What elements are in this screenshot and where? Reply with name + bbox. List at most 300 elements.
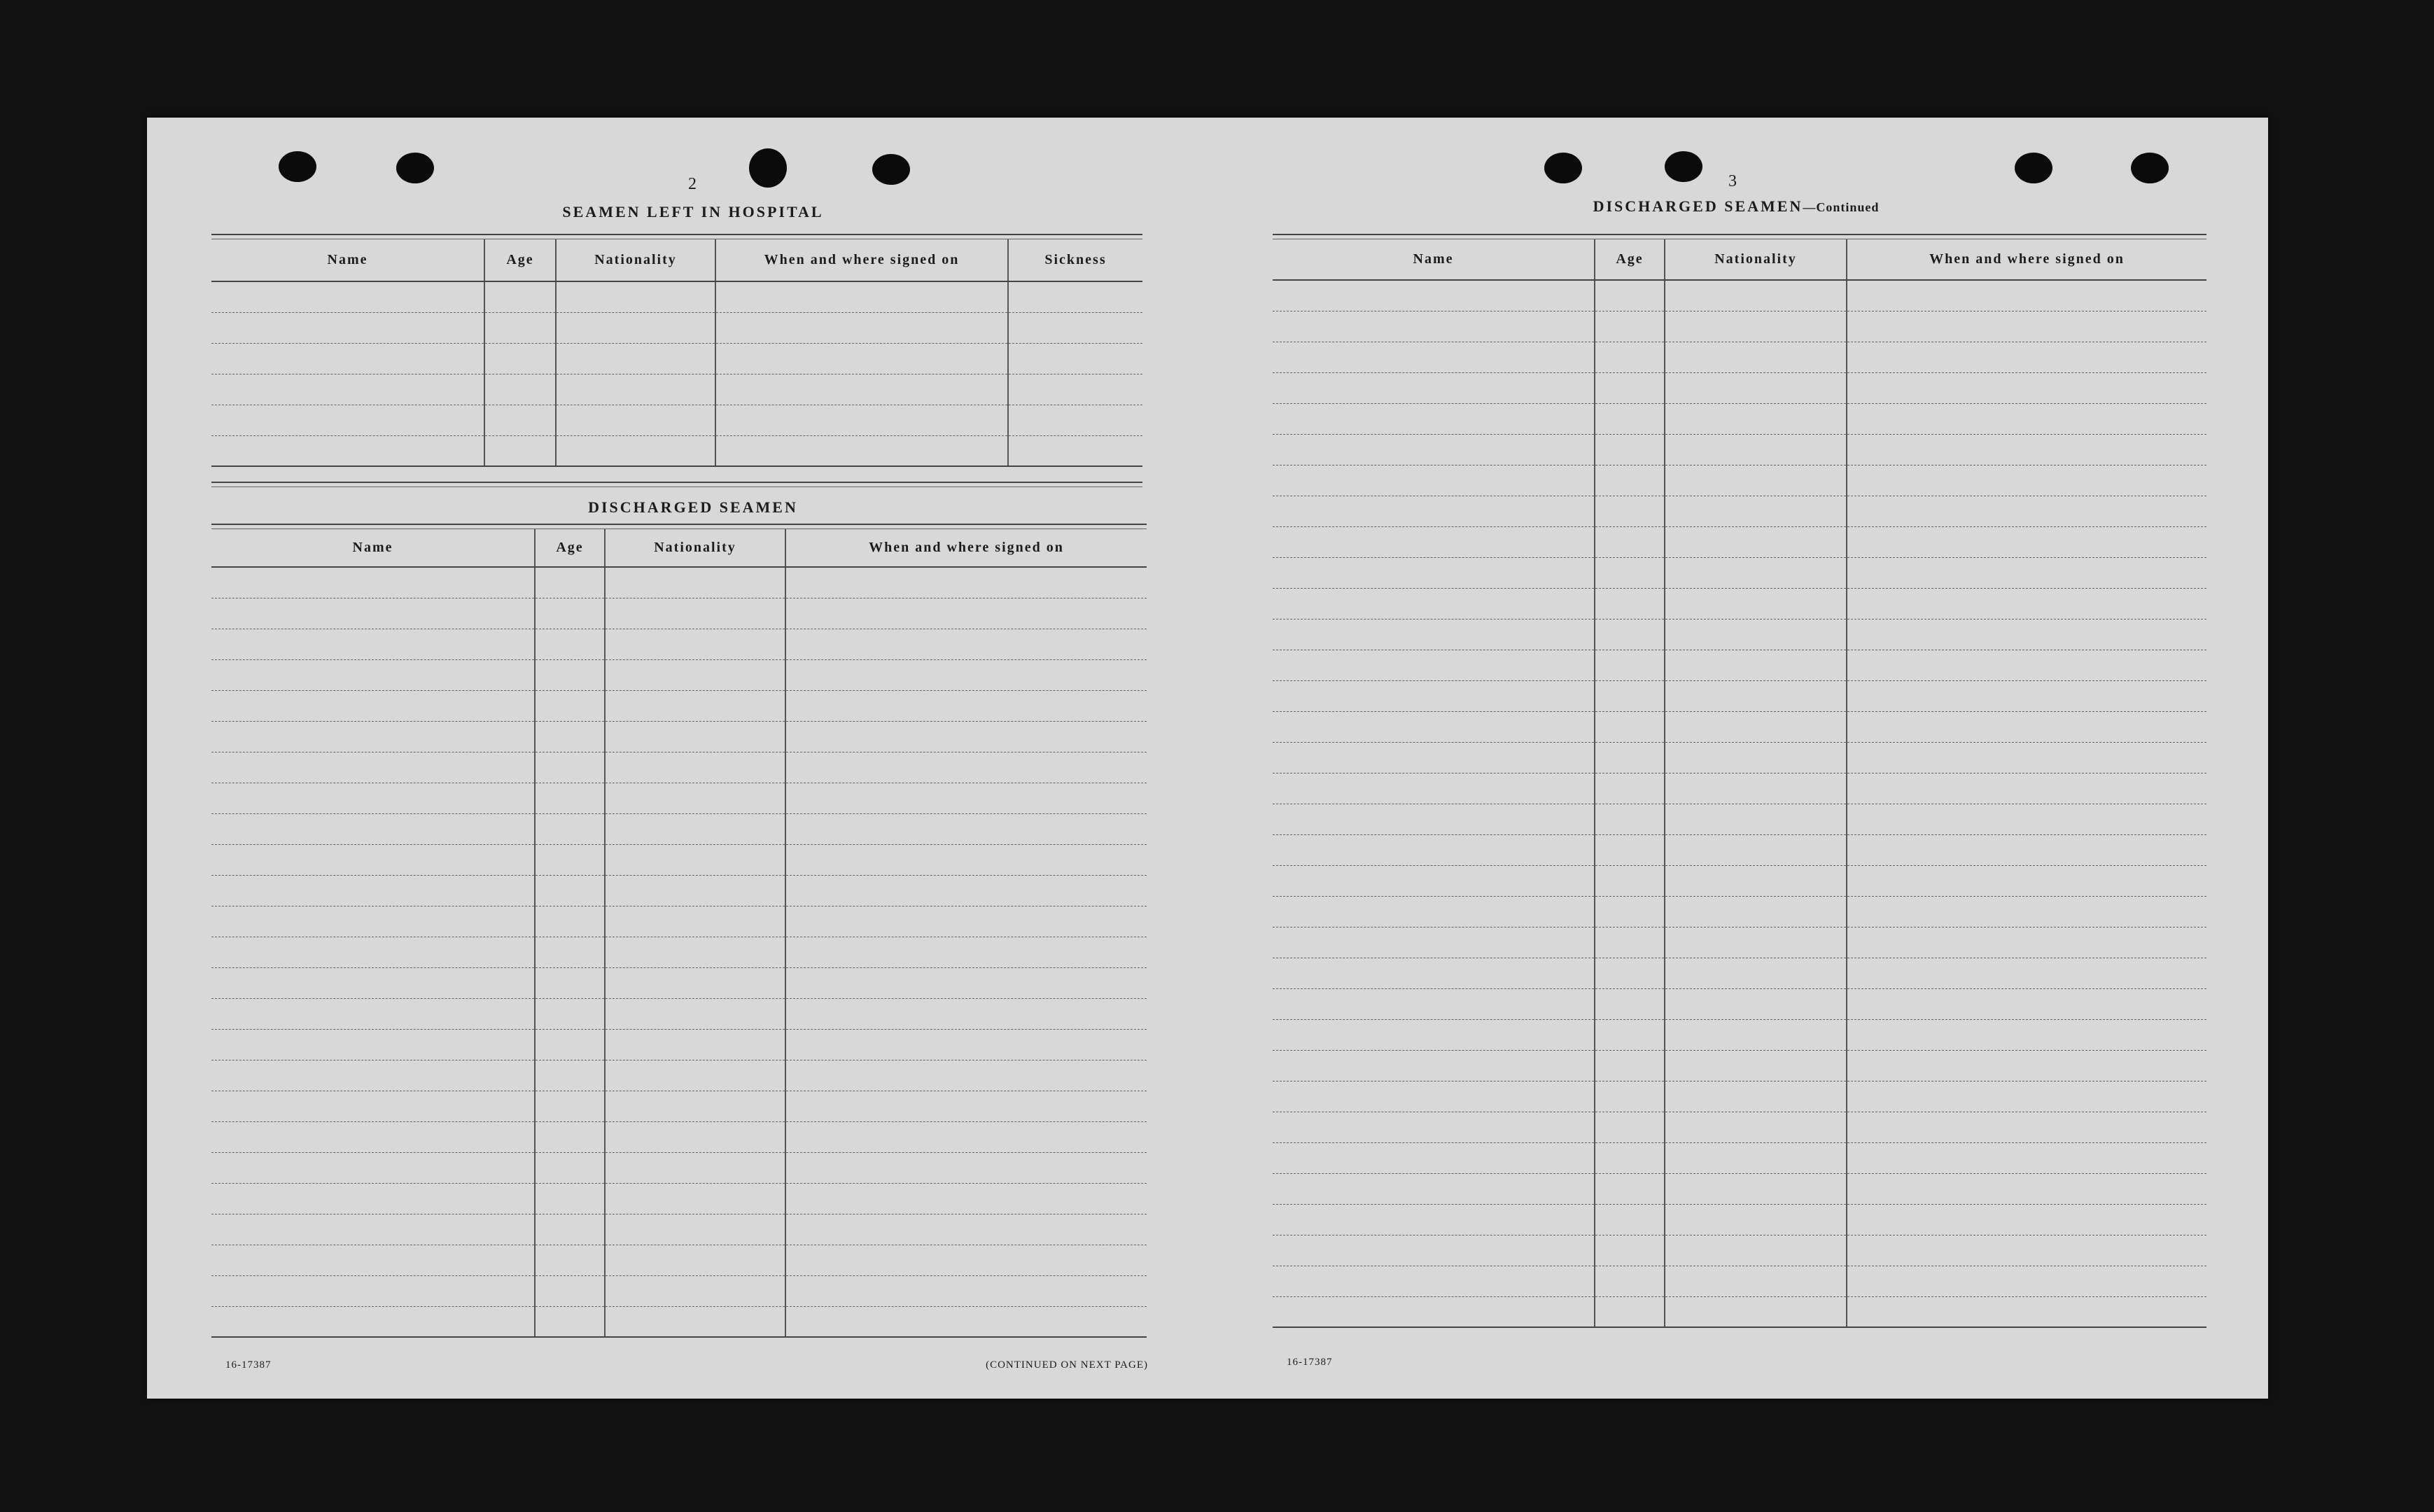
blank-cell bbox=[1595, 680, 1665, 711]
blank-cell bbox=[1665, 1081, 1847, 1112]
blank-cell bbox=[1273, 526, 1595, 557]
blank-cell bbox=[1665, 1050, 1847, 1081]
blank-cell bbox=[211, 998, 535, 1029]
blank-cell bbox=[1847, 1019, 2206, 1050]
blank-cell bbox=[1273, 342, 1595, 372]
table-row bbox=[211, 752, 1147, 783]
blank-cell bbox=[605, 659, 785, 690]
blank-cell bbox=[1847, 1142, 2206, 1173]
blank-cell bbox=[1665, 372, 1847, 403]
blank-cell bbox=[211, 1152, 535, 1183]
blank-cell bbox=[1847, 372, 2206, 403]
table-row bbox=[211, 844, 1147, 875]
col-header-nationality: Nationality bbox=[556, 239, 715, 281]
blank-cell bbox=[1595, 865, 1665, 896]
table-row bbox=[1273, 434, 2206, 465]
blank-cell bbox=[1595, 434, 1665, 465]
blank-cell bbox=[556, 343, 715, 374]
table-row bbox=[211, 1275, 1147, 1306]
blank-cell bbox=[785, 875, 1147, 906]
blank-cell bbox=[535, 690, 605, 721]
blank-cell bbox=[1273, 588, 1595, 619]
table-row bbox=[1273, 1019, 2206, 1050]
punch-hole bbox=[2015, 153, 2052, 183]
table-row bbox=[1273, 1235, 2206, 1266]
col-header-signed-on: When and where signed on bbox=[1847, 239, 2206, 280]
blank-cell bbox=[785, 844, 1147, 875]
punch-hole bbox=[749, 148, 787, 188]
blank-cell bbox=[1665, 280, 1847, 311]
blank-cell bbox=[535, 998, 605, 1029]
blank-cell bbox=[211, 844, 535, 875]
blank-cell bbox=[715, 374, 1008, 405]
col-header-name: Name bbox=[211, 529, 535, 567]
table-row bbox=[1273, 680, 2206, 711]
table-row bbox=[1273, 1050, 2206, 1081]
blank-cell bbox=[1008, 281, 1142, 312]
table-row bbox=[211, 1152, 1147, 1183]
blank-cell bbox=[1847, 711, 2206, 742]
blank-cell bbox=[1665, 496, 1847, 526]
blank-cell bbox=[605, 906, 785, 937]
table-row bbox=[211, 906, 1147, 937]
blank-cell bbox=[535, 567, 605, 598]
blank-cell bbox=[1847, 1173, 2206, 1204]
blank-cell bbox=[785, 598, 1147, 629]
table-row bbox=[211, 1091, 1147, 1121]
blank-cell bbox=[1273, 773, 1595, 804]
table-row bbox=[1273, 619, 2206, 650]
blank-cell bbox=[535, 844, 605, 875]
blank-cell bbox=[605, 1091, 785, 1121]
blank-cell bbox=[484, 312, 556, 343]
blank-cell bbox=[535, 1245, 605, 1275]
blank-cell bbox=[535, 783, 605, 813]
table-row bbox=[1273, 1173, 2206, 1204]
table-row bbox=[1273, 988, 2206, 1019]
blank-cell bbox=[211, 374, 484, 405]
blank-cell bbox=[1595, 1204, 1665, 1235]
blank-cell bbox=[211, 1275, 535, 1306]
blank-cell bbox=[1847, 865, 2206, 896]
blank-cell bbox=[1665, 834, 1847, 865]
blank-cell bbox=[785, 1183, 1147, 1214]
blank-cell bbox=[1665, 988, 1847, 1019]
blank-cell bbox=[785, 659, 1147, 690]
col-header-sickness: Sickness bbox=[1008, 239, 1142, 281]
blank-cell bbox=[1847, 1235, 2206, 1266]
blank-cell bbox=[605, 783, 785, 813]
blank-cell bbox=[1665, 342, 1847, 372]
table-row bbox=[1273, 773, 2206, 804]
table-row bbox=[1273, 342, 2206, 372]
continued-note: (CONTINUED ON NEXT PAGE) bbox=[986, 1359, 1148, 1371]
blank-cell bbox=[715, 343, 1008, 374]
blank-cell bbox=[484, 281, 556, 312]
punch-hole bbox=[1665, 151, 1702, 182]
table-row bbox=[1273, 280, 2206, 311]
blank-cell bbox=[535, 598, 605, 629]
blank-cell bbox=[1273, 372, 1595, 403]
table-row bbox=[1273, 403, 2206, 434]
blank-cell bbox=[1273, 1173, 1595, 1204]
blank-cell bbox=[1847, 680, 2206, 711]
table-row bbox=[211, 1121, 1147, 1152]
blank-cell bbox=[1595, 1019, 1665, 1050]
ledger-sheet bbox=[147, 118, 2268, 1399]
blank-cell bbox=[1665, 1173, 1847, 1204]
blank-cell bbox=[1595, 311, 1665, 342]
blank-cell bbox=[715, 435, 1008, 466]
blank-cell bbox=[211, 752, 535, 783]
table-row bbox=[1273, 496, 2206, 526]
blank-cell bbox=[535, 1152, 605, 1183]
blank-cell bbox=[1273, 557, 1595, 588]
blank-cell bbox=[1595, 773, 1665, 804]
blank-cell bbox=[1273, 403, 1595, 434]
blank-cell bbox=[1847, 434, 2206, 465]
blank-cell bbox=[605, 937, 785, 967]
blank-cell bbox=[785, 1306, 1147, 1337]
blank-cell bbox=[605, 1183, 785, 1214]
blank-cell bbox=[1847, 311, 2206, 342]
table-row bbox=[211, 875, 1147, 906]
blank-cell bbox=[1008, 435, 1142, 466]
blank-cell bbox=[1273, 711, 1595, 742]
blank-cell bbox=[1273, 1235, 1595, 1266]
col-header-name: Name bbox=[211, 239, 484, 281]
right-form-number: 16-17387 bbox=[1287, 1357, 1333, 1368]
left-form-number: 16-17387 bbox=[225, 1359, 272, 1371]
blank-cell bbox=[211, 659, 535, 690]
blank-cell bbox=[1008, 343, 1142, 374]
blank-cell bbox=[605, 1245, 785, 1275]
blank-cell bbox=[1665, 865, 1847, 896]
blank-cell bbox=[1847, 927, 2206, 958]
blank-cell bbox=[605, 1214, 785, 1245]
right-page-title bbox=[1421, 197, 2051, 216]
blank-cell bbox=[211, 967, 535, 998]
blank-cell bbox=[605, 629, 785, 659]
blank-cell bbox=[1665, 434, 1847, 465]
blank-cell bbox=[1273, 958, 1595, 988]
blank-cell bbox=[484, 343, 556, 374]
blank-cell bbox=[1273, 865, 1595, 896]
blank-cell bbox=[785, 1091, 1147, 1121]
blank-cell bbox=[1273, 1266, 1595, 1296]
table-row bbox=[211, 374, 1142, 405]
blank-cell bbox=[1273, 927, 1595, 958]
blank-cell bbox=[211, 1306, 535, 1337]
table-row bbox=[1273, 834, 2206, 865]
blank-cell bbox=[785, 967, 1147, 998]
punch-hole bbox=[396, 153, 434, 183]
blank-cell bbox=[785, 783, 1147, 813]
blank-cell bbox=[785, 1275, 1147, 1306]
blank-cell bbox=[605, 598, 785, 629]
blank-cell bbox=[785, 1152, 1147, 1183]
blank-cell bbox=[1273, 434, 1595, 465]
blank-cell bbox=[535, 1091, 605, 1121]
table-row bbox=[1273, 1081, 2206, 1112]
col-header-signed-on: When and where signed on bbox=[785, 529, 1147, 567]
blank-cell bbox=[785, 813, 1147, 844]
blank-cell bbox=[211, 281, 484, 312]
table-row bbox=[211, 721, 1147, 752]
blank-cell bbox=[785, 937, 1147, 967]
blank-cell bbox=[1847, 588, 2206, 619]
punch-hole bbox=[872, 154, 910, 185]
blank-cell bbox=[1847, 988, 2206, 1019]
blank-cell bbox=[1595, 896, 1665, 927]
table-row bbox=[1273, 1204, 2206, 1235]
blank-cell bbox=[1273, 496, 1595, 526]
blank-cell bbox=[1665, 557, 1847, 588]
blank-cell bbox=[1008, 374, 1142, 405]
blank-cell bbox=[535, 875, 605, 906]
blank-cell bbox=[1665, 1235, 1847, 1266]
blank-cell bbox=[556, 405, 715, 435]
blank-cell bbox=[211, 1060, 535, 1091]
blank-cell bbox=[1665, 773, 1847, 804]
blank-cell bbox=[1665, 680, 1847, 711]
blank-cell bbox=[1665, 896, 1847, 927]
blank-cell bbox=[605, 875, 785, 906]
blank-cell bbox=[535, 1029, 605, 1060]
table-row bbox=[1273, 896, 2206, 927]
blank-cell bbox=[785, 1060, 1147, 1091]
blank-cell bbox=[211, 906, 535, 937]
blank-cell bbox=[785, 1029, 1147, 1060]
blank-cell bbox=[1665, 1296, 1847, 1327]
col-header-signed-on: When and where signed on bbox=[715, 239, 1008, 281]
blank-cell bbox=[605, 1121, 785, 1152]
blank-cell bbox=[1665, 711, 1847, 742]
table-row bbox=[1273, 372, 2206, 403]
blank-cell bbox=[1008, 405, 1142, 435]
blank-cell bbox=[211, 721, 535, 752]
blank-cell bbox=[1847, 403, 2206, 434]
blank-cell bbox=[1665, 526, 1847, 557]
blank-cell bbox=[1847, 958, 2206, 988]
table-row bbox=[211, 435, 1142, 466]
blank-cell bbox=[785, 906, 1147, 937]
blank-cell bbox=[1595, 1235, 1665, 1266]
blank-cell bbox=[605, 1275, 785, 1306]
blank-cell bbox=[535, 1060, 605, 1091]
table-row bbox=[211, 783, 1147, 813]
blank-cell bbox=[1595, 650, 1665, 680]
table-row bbox=[1273, 557, 2206, 588]
blank-cell bbox=[1595, 958, 1665, 988]
blank-cell bbox=[211, 937, 535, 967]
blank-cell bbox=[1273, 742, 1595, 773]
blank-cell bbox=[715, 281, 1008, 312]
blank-cell bbox=[1847, 619, 2206, 650]
blank-cell bbox=[1273, 280, 1595, 311]
table-row bbox=[1273, 311, 2206, 342]
discharged-table bbox=[211, 529, 1147, 1338]
blank-cell bbox=[556, 435, 715, 466]
blank-cell bbox=[1847, 650, 2206, 680]
table-row bbox=[1273, 865, 2206, 896]
table-row bbox=[211, 659, 1147, 690]
blank-cell bbox=[785, 752, 1147, 783]
discharged-section-title: DISCHARGED SEAMEN bbox=[588, 498, 798, 516]
blank-cell bbox=[211, 1245, 535, 1275]
blank-cell bbox=[484, 435, 556, 466]
blank-cell bbox=[605, 1306, 785, 1337]
blank-cell bbox=[1665, 588, 1847, 619]
punch-hole bbox=[279, 151, 316, 182]
blank-cell bbox=[556, 374, 715, 405]
table-row bbox=[1273, 465, 2206, 496]
blank-cell bbox=[1847, 465, 2206, 496]
col-header-age: Age bbox=[535, 529, 605, 567]
table-row bbox=[211, 998, 1147, 1029]
table-row bbox=[1273, 1142, 2206, 1173]
blank-cell bbox=[211, 1214, 535, 1245]
hospital-section-title: SEAMEN LEFT IN HOSPITAL bbox=[562, 203, 824, 220]
blank-cell bbox=[605, 844, 785, 875]
blank-cell bbox=[605, 690, 785, 721]
blank-cell bbox=[1847, 280, 2206, 311]
blank-cell bbox=[1273, 988, 1595, 1019]
blank-cell bbox=[1595, 804, 1665, 834]
blank-cell bbox=[1665, 403, 1847, 434]
table-row bbox=[211, 1306, 1147, 1337]
blank-cell bbox=[605, 998, 785, 1029]
blank-cell bbox=[211, 813, 535, 844]
blank-cell bbox=[1595, 988, 1665, 1019]
table-row bbox=[211, 405, 1142, 435]
table-row bbox=[211, 1029, 1147, 1060]
blank-cell bbox=[1665, 1019, 1847, 1050]
blank-cell bbox=[1595, 1050, 1665, 1081]
blank-cell bbox=[535, 813, 605, 844]
left-page-number: 2 bbox=[688, 175, 698, 193]
table-row bbox=[1273, 588, 2206, 619]
blank-cell bbox=[1595, 526, 1665, 557]
blank-cell bbox=[1665, 1204, 1847, 1235]
blank-cell bbox=[1595, 1266, 1665, 1296]
blank-cell bbox=[1665, 1112, 1847, 1142]
blank-cell bbox=[1273, 680, 1595, 711]
right-title-suffix: —Continued bbox=[1803, 200, 1880, 214]
blank-cell bbox=[211, 783, 535, 813]
blank-cell bbox=[1273, 1050, 1595, 1081]
blank-cell bbox=[1595, 1081, 1665, 1112]
table-row bbox=[211, 1060, 1147, 1091]
table-row bbox=[211, 937, 1147, 967]
blank-cell bbox=[785, 1245, 1147, 1275]
col-header-age: Age bbox=[1595, 239, 1665, 280]
blank-cell bbox=[211, 1121, 535, 1152]
blank-cell bbox=[1595, 742, 1665, 773]
blank-cell bbox=[1273, 804, 1595, 834]
blank-cell bbox=[1595, 465, 1665, 496]
right-page-number: 3 bbox=[1728, 172, 1738, 190]
blank-cell bbox=[785, 567, 1147, 598]
blank-cell bbox=[1595, 588, 1665, 619]
right-top-rule bbox=[1273, 234, 2206, 239]
table-row bbox=[1273, 711, 2206, 742]
table-row bbox=[211, 1183, 1147, 1214]
blank-cell bbox=[535, 629, 605, 659]
blank-cell bbox=[535, 937, 605, 967]
blank-cell bbox=[535, 721, 605, 752]
hospital-table bbox=[211, 239, 1142, 467]
blank-cell bbox=[1847, 526, 2206, 557]
blank-cell bbox=[211, 343, 484, 374]
blank-cell bbox=[1847, 557, 2206, 588]
blank-cell bbox=[1595, 619, 1665, 650]
blank-cell bbox=[1595, 1296, 1665, 1327]
blank-cell bbox=[785, 690, 1147, 721]
blank-cell bbox=[605, 721, 785, 752]
blank-cell bbox=[1847, 342, 2206, 372]
blank-cell bbox=[1273, 311, 1595, 342]
blank-cell bbox=[1595, 557, 1665, 588]
blank-cell bbox=[1595, 403, 1665, 434]
blank-cell bbox=[1595, 711, 1665, 742]
blank-cell bbox=[1665, 1266, 1847, 1296]
right-title-main: DISCHARGED SEAMEN bbox=[1593, 197, 1803, 215]
blank-cell bbox=[1847, 1081, 2206, 1112]
blank-cell bbox=[1273, 1204, 1595, 1235]
blank-cell bbox=[484, 405, 556, 435]
discharged-continued-table bbox=[1273, 239, 2206, 1328]
table-row bbox=[211, 813, 1147, 844]
blank-cell bbox=[1847, 804, 2206, 834]
table-row bbox=[1273, 1296, 2206, 1327]
blank-cell bbox=[1273, 1019, 1595, 1050]
punch-hole bbox=[1544, 153, 1582, 183]
blank-cell bbox=[1847, 773, 2206, 804]
blank-cell bbox=[1595, 927, 1665, 958]
blank-cell bbox=[1665, 958, 1847, 988]
blank-cell bbox=[1273, 1296, 1595, 1327]
blank-cell bbox=[1665, 1142, 1847, 1173]
table-row bbox=[211, 343, 1142, 374]
blank-cell bbox=[535, 1275, 605, 1306]
blank-cell bbox=[1665, 650, 1847, 680]
table-row bbox=[211, 281, 1142, 312]
blank-cell bbox=[211, 875, 535, 906]
blank-cell bbox=[605, 1152, 785, 1183]
blank-cell bbox=[785, 629, 1147, 659]
blank-cell bbox=[211, 1029, 535, 1060]
blank-cell bbox=[535, 1183, 605, 1214]
blank-cell bbox=[1273, 1081, 1595, 1112]
blank-cell bbox=[1273, 619, 1595, 650]
blank-cell bbox=[1595, 496, 1665, 526]
blank-cell bbox=[1847, 1112, 2206, 1142]
blank-cell bbox=[1847, 1050, 2206, 1081]
blank-cell bbox=[211, 690, 535, 721]
table-row bbox=[211, 312, 1142, 343]
blank-cell bbox=[1665, 927, 1847, 958]
table-row bbox=[1273, 650, 2206, 680]
blank-cell bbox=[211, 435, 484, 466]
table-row bbox=[1273, 526, 2206, 557]
blank-cell bbox=[211, 312, 484, 343]
blank-cell bbox=[1665, 742, 1847, 773]
blank-cell bbox=[211, 1091, 535, 1121]
blank-cell bbox=[605, 567, 785, 598]
blank-cell bbox=[556, 312, 715, 343]
blank-cell bbox=[785, 1214, 1147, 1245]
